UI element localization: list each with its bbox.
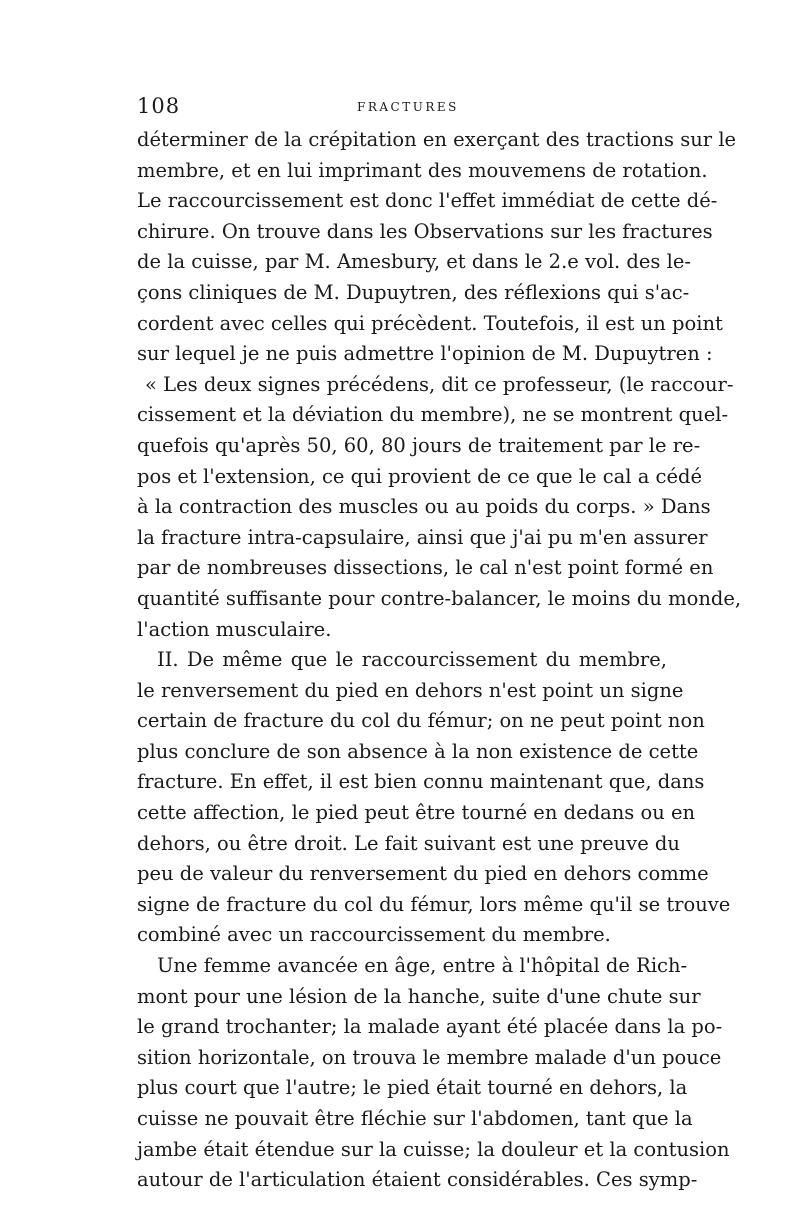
text-line: Le raccourcissement est donc l'effet immédiat de cette dé- [137, 189, 718, 213]
text-line: cissement et la déviation du membre), ne se montrent quel- [137, 403, 729, 427]
text-line: cuisse ne pouvait être fléchie sur l'abdomen, tant que la [137, 1107, 693, 1130]
text-line: plus court que l'autre; le pied était tourné en dehors, la [137, 1076, 688, 1100]
text-line: certain de fracture du col du fémur; on ne peut point non [137, 709, 705, 733]
text-line: déterminer de la crépitation en exerçant des tractions sur le [137, 128, 737, 151]
text-line: de la cuisse, par M. Amesbury, et dans le 2.e vol. des le- [137, 250, 691, 274]
text-line: combiné avec un raccourcissement du membre. [137, 923, 611, 947]
text-line: II. De même que le raccourcissement du membre, [157, 648, 667, 672]
body-text [137, 125, 742, 1196]
text-line: à la contraction des muscles ou au poids du corps. » Dans [137, 495, 711, 519]
text-line: le grand trochanter; la malade ayant été placée dans la po- [137, 1015, 723, 1039]
text-line: l'action musculaire. [137, 617, 332, 641]
text-line: dehors, ou être droit. Le fait suivant est une preuve du [137, 831, 680, 855]
text-line: pos et l'extension, ce qui provient de ce que le cal a cédé [137, 464, 703, 488]
text-line: peu de valeur du renversement du pied en dehors comme [137, 862, 709, 886]
text-line: cordent avec celles qui précèdent. Toutefois, il est un point [137, 311, 723, 335]
text-line: sition horizontale, on trouva le membre malade d'un pouce [137, 1045, 722, 1069]
text-line: autour de l'articulation étaient considérables. Ces symp- [137, 1168, 698, 1192]
text-line: la fracture intra-capsulaire, ainsi que j'ai pu m'en assurer [137, 525, 708, 549]
text-line: jambe était étendue sur la cuisse; la douleur et la contusion [137, 1137, 730, 1161]
text-line: quefois qu'après 50, 60, 80 jours de traitement par le re- [137, 433, 701, 457]
text-line: plus conclure de son absence à la non existence de cette [137, 739, 699, 763]
text-line: membre, et en lui imprimant des mouvemens de rotation. [137, 158, 708, 182]
page-number: 108 [137, 94, 181, 118]
running-head [137, 94, 667, 118]
text-line: quantité suffisante pour contre-balancer, le moins du monde, [137, 586, 742, 610]
text-line: mont pour une lésion de la hanche, suite d'une chute sur [137, 984, 701, 1008]
text-line: Une femme avancée en âge, entre à l'hôpital de Rich- [157, 954, 688, 978]
running-title: FRACTURES [357, 100, 459, 114]
text-line: chirure. On trouve dans les Observations sur les fractures [137, 219, 713, 243]
text-line: sur lequel je ne puis admettre l'opinion de M. Dupuytren : [137, 342, 713, 366]
text-line: « Les deux signes précédens, dit ce professeur, (le raccour- [145, 372, 734, 396]
text-line: çons cliniques de M. Dupuytren, des réflexions qui s'ac- [137, 280, 690, 304]
text-line: signe de fracture du col du fémur, lors même qu'il se trouve [137, 892, 731, 916]
text-line: par de nombreuses dissections, le cal n'est point formé en [137, 556, 714, 580]
text-line: le renversement du pied en dehors n'est point un signe [137, 678, 684, 702]
text-line: fracture. En effet, il est bien connu maintenant que, dans [137, 770, 705, 794]
text-line: cette affection, le pied peut être tourné en dedans ou en [137, 801, 696, 825]
